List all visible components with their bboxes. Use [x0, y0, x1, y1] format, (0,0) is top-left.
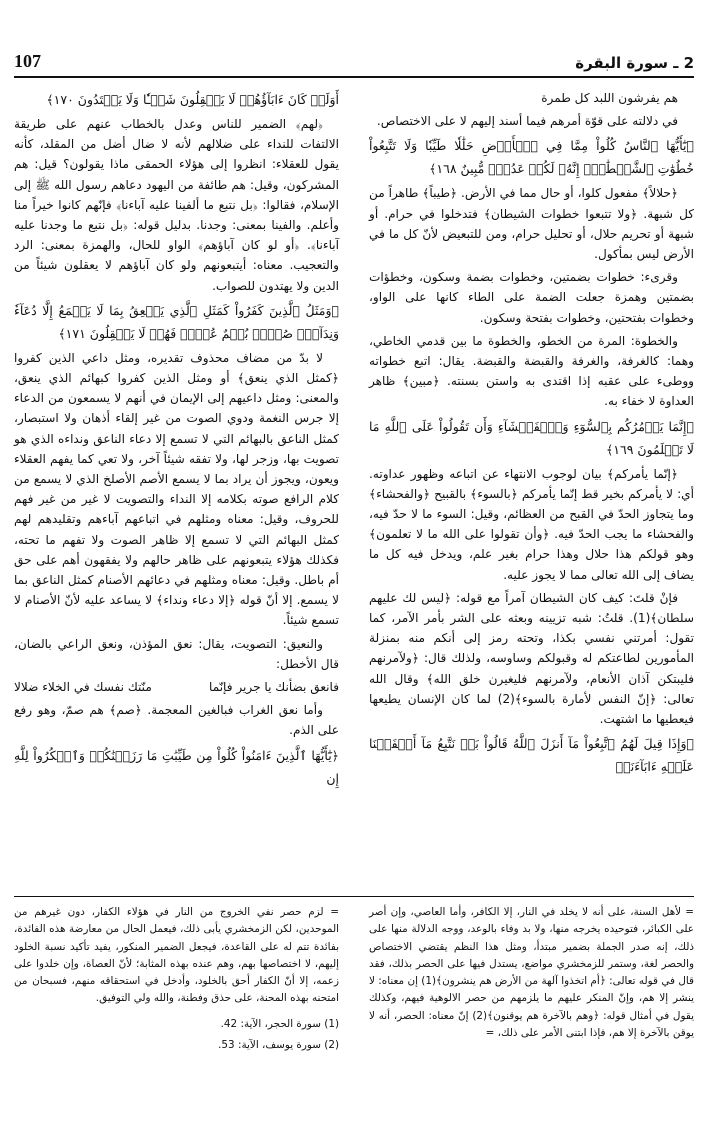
left-footnote-column: [14, 904, 339, 1058]
running-title: 2 ـ سورة البقرة: [575, 54, 694, 72]
footnote-divider: [14, 896, 694, 897]
commentary-paragraph: فإنْ قلتَ: كيف كان الشيطان آمراً مع قوله: ﴿ليس لك عليهم سلطان﴾(1). قلتُ: شبه تزيينه وبعثه على الشر بأمر الآمر، كما تقول: أمرتني نفسي بكذا، وتحته رمز إلى أنكم منه بمنزلة المأمورين لطاعتكم له وقبولكم وساوسه، ولذلك قال: ﴿ولآمرنهم فليبتكن آذان الأنعام، ولآمرنهم فليغيرن خلق الله﴾ وقال الله تعالى: ﴿إنّ النفس لأمارة بالسوء﴾(2) لما كان الإنسان يطيعها فيعطيها ما اشتهت.: [369, 590, 694, 727]
footnote-number: (2): [324, 1039, 339, 1052]
commentary-paragraph: وقرىء: خطوات بضمتين، وخطوات بضمة وسكون، وخطؤات بضمتين وهمزة جعلت الضمة على الطاء كانها على الواو، وخطوات بفتحتين، وخطوات بفتحة وسكون.: [369, 270, 694, 325]
commentary-paragraph: هم يفرشون اللبد كل طمرة: [541, 91, 678, 105]
commentary-paragraph: ﴿لهم﴾ الضمير للناس وعدل بالخطاب عنهم على طريقة الالتفات للنداء على ضلالهم لأنه لا ضال أضل من المقلد، كأنه يقول للعقلاء: انظروا إلى هؤلاء الحمقى ماذا يقولون؟ قيل: هم المشركون، وقيل: هم طائفة من اليهود دعاهم رسول الله ﷺ إلى الإسلام، فقالوا: ﴿بل نتبع ما ألفينا عليه آباءنا﴾ فإنّهم كانوا خيراً منا وأعلم. والفينا بمعنى: وجدنا. بدليل قوله: ﴿بل نتبع ما وجدنا عليه آباءنا﴾. ﴿أو لو كان آباؤهم﴾ الواو للحال، والهمزة بمعنى: الرد والتعجيب. معناه: أيتبعونهم ولو كان آباؤهم لا يعقلون شيئاً من الدين ولا يهتدون للصواب.: [14, 117, 339, 293]
right-footnote-column: [369, 904, 694, 1044]
left-footnote-body: [14, 904, 339, 1008]
poem-hemistich: منّتك نفسك في الخلاء ضلالا: [14, 680, 152, 695]
commentary-paragraph: ﴿حلالاً﴾ مفعول كلوا، أو حال مما في الأرض. ﴿طيباً﴾ طاهراً من كل شبهة. ﴿ولا تتبعوا خطوات الشيطان﴾ فتدخلوا في حرام. أو شبهة أو تحريم حلال، أو تحليل حرام، ومن للتبعيض لأنّ كل ما في الأرض ليس بمأكول.: [369, 186, 694, 262]
commentary-paragraph: ﴿إنّما يأمركم﴾ بيان لوجوب الانتهاء عن اتباعه وظهور عداوته. أي: لا يأمركم بخير قط إنّما يأمركم ﴿بالسوء﴾ بالقبيح ﴿والفحشاء﴾ وما يتجاوز الحدّ في القبح من العظائم، وقيل: السوء ما لا حدّ فيه، والفحشاء ما يجب الحدّ فيه. ﴿وأن تقولوا على الله ما لا تعلمون﴾ وهو قولكم هذا حلال وهذا حرام بغير علم، ويدخل فيه كل ما يضاف إلى الله تعالى مما لا يجوز عليه.: [369, 466, 694, 582]
poem-hemistich: فانعق بضأنك يا جرير فإنّما: [209, 680, 339, 695]
commentary-paragraph: والنعيق: التصويت، يقال: نعق المؤذن، ونعق الراعي بالضان، قال الأخطل:: [14, 636, 339, 671]
footnote-reference: [14, 1037, 339, 1054]
commentary-paragraph: والخطوة: المرة من الخطو، والخطوة ما بين قدمي الخاطي، وهما: كالغرفة، والغرفة والقبضة والقبضة. يقال: اتبع خطواته ووطىء على عقبه إذا اقتدى به واستن بسنته. ﴿مبين﴾ ظاهر العداوة لا خفاء به.: [369, 333, 694, 409]
footnote-number: (1): [324, 1017, 339, 1030]
quran-verse: ﴿يَٰٓأَيُّهَا ٱلَّذِينَ ءَامَنُواْ كُلُواْ مِن طَيِّبَٰتِ مَا رَزَقۡنَٰكُمۡ وَٱشۡكُرُواْ لِلَّهِ إِن: [14, 747, 339, 786]
right-text-column: [369, 88, 694, 781]
commentary-paragraph: وأما نعق الغراب فبالغين المعجمة. ﴿صم﴾ هم صمّ، وهو رفع على الذم.: [14, 703, 339, 738]
footnote-paragraph: = لزم حصر نفي الخروج من النار في هؤلاء الكفار، دون غيرهم من الموحدين، لكن الزمخشري يأبى ذلك، فيعمل الحال من معارضة هذه الفائدة، بفائدة تتم له على القاعدة، فيجعل الضمير المنكور، يفيد تأكيد نسبة الخلود إليهم، لا اختصاصها بهم، وهم عنده بهذه المثابة؛ لأنّ العصاة، وإن خلدوا على زعمه، إلا أنّ الكفار أحق بالخلود، وأدخل في استحقاقه منهم، فسبحان من امتحنه بهذه المحنة، على حذق وفطنة، والله ولي التوفيق.: [14, 906, 339, 1005]
quran-verse: ﴿إِنَّمَا يَأۡمُرُكُم بِٱلسُّوٓءِ وَٱلۡفَحۡشَآءِ وَأَن تَقُولُواْ عَلَى ٱللَّهِ مَا لَا تَعۡلَمُونَ ١٦٩﴾: [369, 418, 694, 457]
page-header: [14, 46, 694, 78]
left-text-column: [14, 88, 339, 793]
footnote-text: سورة الحجر، الآية: 42.: [220, 1017, 321, 1030]
commentary-paragraph: في دلالته على قوّة أمرهم فيما أسند إليهم لا على الاختصاص.: [376, 114, 678, 129]
quran-verse: ﴿يَٰٓأَيُّهَا ٱلنَّاسُ كُلُواْ مِمَّا فِي ٱلۡأَرۡضِ حَلَٰلٗا طَيِّبٗا وَلَا تَتَّبِعُواْ خُطُوَٰتِ ٱلشَّيۡطَٰنِۚ إِنَّهُۥ لَكُمۡ عَدُوّٞ مُّبِينٌ ١٦٨﴾: [369, 138, 694, 177]
quran-verse: أَوَلَوۡ كَانَ ءَابَآؤُهُمۡ لَا يَعۡقِلُونَ شَيۡـٔٗا وَلَا يَهۡتَدُونَ ١٧٠﴾: [46, 92, 339, 107]
footnote-reference: [14, 1016, 339, 1033]
footnote-text: سورة يوسف، الآية: 53.: [218, 1039, 321, 1052]
poem-verse: [14, 677, 339, 697]
commentary-paragraph: لا بدّ من مضاف محذوف تقديره، ومثل داعي الذين كفروا ﴿كمثل الذي ينعق﴾ أو ومثل الذين كفروا كبهائم الذي ينعق، والمعنى: ومثل داعيهم إلى الإيمان في أنهم لا يسمعون من الدعاء إلا جرس النغمة ودوي الصوت من غير إلقاء أذهان ولا استبصار، كمثل الناعق بالبهائم التي لا تسمع إلا دعاء الناعق ونداءه الذي هو تصويت بها، وزجر لها، ولا تفقه شيئاً آخر، ولا تعي كما يفهم العقلاء ويعون، ويجوز أن يراد بما لا يسمع الأصم الأصلخ الذي لا يسمع من كلام الرافع صوته بكلامه إلا النداء والتصويت لا غير من غير فهم للحروف، وقيل: معناه ومثلهم في اتباعهم آباءهم وتقليدهم لهم كمثل البهائم التي لا تسمع إلا ظاهر الصوت ولا تفهم ما تحته، فكذلك هؤلاء يتبعونهم على ظاهر حالهم ولا يفقهون أهم على حق أم باطل. وقيل: معناه ومثلهم في دعائهم الأصنام كمثل الناعق بما لا يسمع. إلا أنّ قوله ﴿إلا دعاء ونداء﴾ لا يساعد عليه لأنّ الأصنام لا تسمع شيئاً.: [14, 350, 339, 628]
footnote-paragraph: = لأهل السنة، على أنه لا يخلد في النار، إلا الكافر، وأما العاصي، وإن أصر على الكبائر، فتوحيده يخرجه منها، ولا بد وفاء بالوعد، ووجه الدلالة منها على ذلك، إنه صدر الجملة بضمير مبتدأ، ومثل هذا النظم يقتضي الاختصاص والحصر لغة، وستمر للزمخشري مواضع، يستدل فيها على الحصر بذلك، فقد قال في قوله تعالى: ﴿أم اتخذوا آلهة من الأرض هم ينشرون﴾(1) إن معناه: لا ينشر إلا هم، وإنّ المنكر عليهم ما يلزمهم من حصر الالوهية فيهم، وكذلك يقول في أمثال قوله: ﴿وهم بالآخرة هم يوقنون﴾(2) إنّ معناه: الحصر، أنه لا يوقن بالآخرة إلا هم، فإذا ابتنى الأمر على ذلك، =: [369, 906, 695, 1040]
quran-verse: ﴿وَمَثَلُ ٱلَّذِينَ كَفَرُواْ كَمَثَلِ ٱلَّذِي يَنۡعِقُ بِمَا لَا يَسۡمَعُ إِلَّا دُعَآءٗ وَنِدَآءٗۚ صُمُّۢ بُكۡمٌ عُمۡيٞ فَهُمۡ لَا يَعۡقِلُونَ ١٧١﴾: [14, 302, 339, 341]
quran-verse: ﴿وَإِذَا قِيلَ لَهُمُ ٱتَّبِعُواْ مَآ أَنزَلَ ٱللَّهُ قَالُواْ بَلۡ نَتَّبِعُ مَآ أَلۡفَيۡنَا عَلَيۡهِ ءَابَآءَنَآۚ: [369, 736, 694, 775]
page-number: 107: [14, 51, 41, 71]
footnote-references: [14, 1016, 339, 1055]
